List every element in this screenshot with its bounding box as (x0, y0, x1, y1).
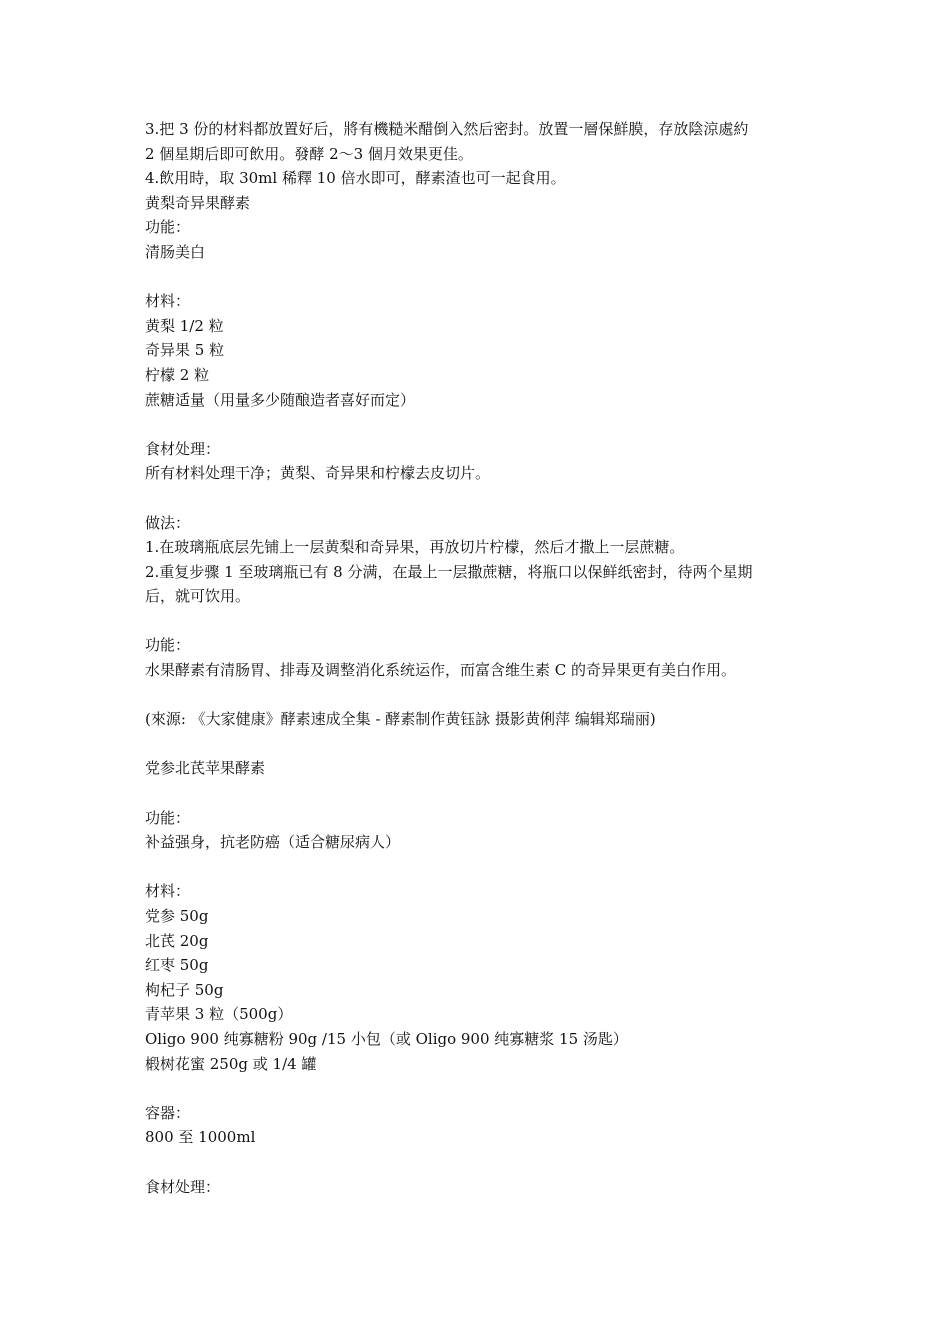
ingredient-line: 黄梨 1/2 粒 (145, 316, 224, 335)
blank-line (145, 609, 815, 634)
text-line: 清肠美白 (145, 242, 206, 261)
section-title: 党参北芪苹果酵素 (145, 759, 266, 778)
section-title: 黄梨奇异果酵素 (145, 193, 251, 212)
blank-line (145, 781, 815, 806)
text-line: 食材处理： (145, 1177, 221, 1196)
ingredient-line: 蔗糖适量（用量多少随酿造者喜好而定） (145, 390, 416, 409)
ingredient-line: 红枣 50g (145, 956, 209, 975)
ingredient-line: 奇异果 5 粒 (145, 341, 225, 360)
ingredient-line: 椴树花蜜 250g 或 1/4 罐 (145, 1054, 317, 1073)
text-line: 4.飲用時，取 30ml 稀釋 10 倍水即可，酵素渣也可一起食用。 (145, 169, 566, 188)
blank-line (145, 683, 815, 708)
text-line: 功能： (145, 636, 191, 655)
text-line: 所有材料处理干净；黄梨、奇异果和柠檬去皮切片。 (145, 464, 491, 483)
ingredient-line: 北芪 20g (145, 931, 209, 950)
text-line: 功能： (145, 808, 191, 827)
blank-line (145, 732, 815, 757)
ingredient-line: 枸杞子 50g (145, 980, 224, 999)
text-line: 功能： (145, 218, 191, 237)
step-line: 1.在玻璃瓶底层先铺上一层黄梨和奇异果，再放切片柠檬，然后才撒上一层蔗糖。 (145, 538, 685, 557)
ingredient-line: 党参 50g (145, 907, 209, 925)
text-line: 做法： (145, 513, 191, 532)
step-line: 后，就可饮用。 (145, 587, 251, 606)
text-line: 3.把 3 份的材料都放置好后，將有機糙米醋倒入然后密封。放置一層保鮮膜，存放陰涼處約 (145, 120, 749, 138)
blank-line (145, 855, 815, 880)
text-line: 2 個星期后即可飲用。發酵 2～3 個月效果更佳。 (145, 144, 473, 163)
text-line: 容器： (145, 1103, 191, 1122)
source-line: (來源: 《大家健康》酵素速成全集 - 酵素制作黄钰詠 摄影黄俐萍 编辑郑瑞丽) (145, 710, 656, 729)
blank-line (145, 486, 815, 511)
text-line: 补益强身，抗老防癌（适合糖尿病人） (145, 833, 401, 852)
document-body (145, 117, 815, 1199)
step-line: 2.重复步骤 1 至玻璃瓶已有 8 分满，在最上一层撒蔗糖，将瓶口以保鲜纸密封，待两个星期 (145, 562, 753, 581)
blank-line (145, 412, 815, 437)
blank-line (145, 1150, 815, 1175)
text-line: 水果酵素有清肠胃、排毒及调整消化系统运作，而富含维生素 C 的奇异果更有美白作用。 (145, 661, 737, 680)
text-line: 800 至 1000ml (145, 1128, 256, 1147)
ingredient-line: 柠檬 2 粒 (145, 365, 210, 384)
ingredient-line: 青苹果 3 粒（500g） (145, 1005, 293, 1024)
blank-line (145, 1076, 815, 1101)
blank-line (145, 265, 815, 290)
text-line: 材料： (145, 292, 191, 311)
text-line: 食材处理： (145, 439, 221, 458)
ingredient-line: Oligo 900 纯寡糖粉 90g /15 小包（或 Oligo 900 纯寡糖浆 15 汤匙） (145, 1029, 628, 1048)
text-line: 材料： (145, 882, 191, 901)
